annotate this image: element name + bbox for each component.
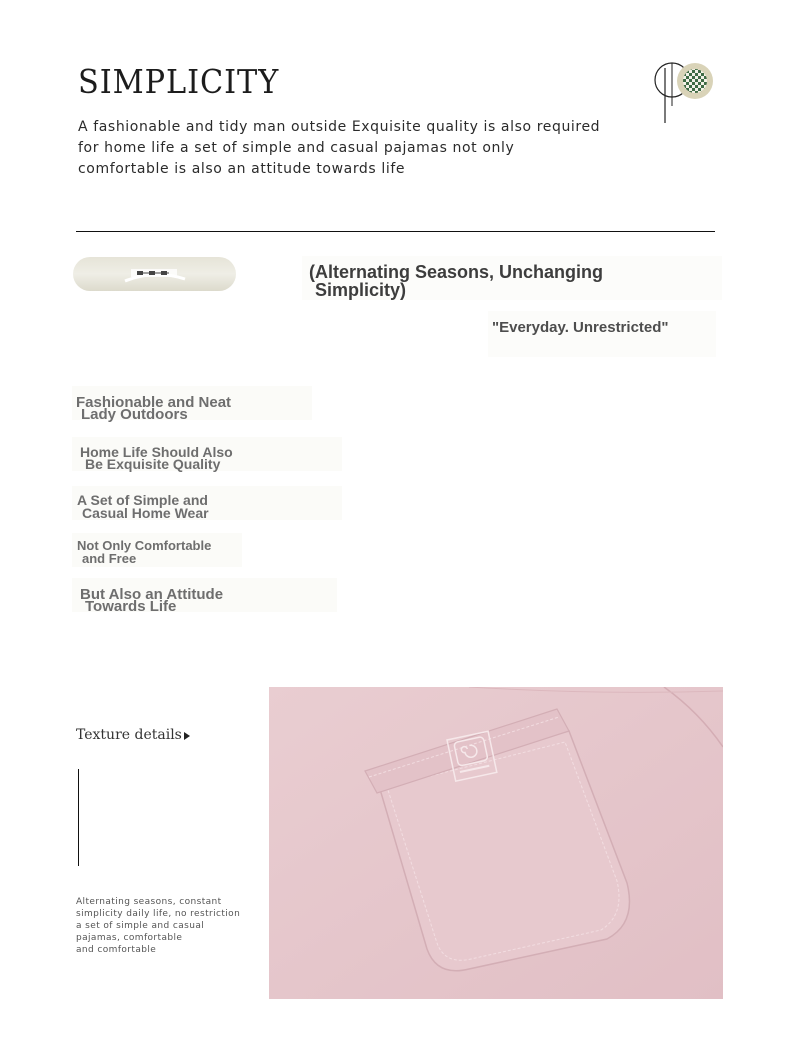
fabric-pocket-photo (269, 687, 723, 999)
caption-line: Alternating seasons, constant (76, 897, 222, 907)
feature-tag (80, 586, 224, 615)
feature-tag (77, 539, 211, 565)
tag-line: Casual Home Wear (82, 505, 209, 521)
intro-text (78, 117, 638, 180)
caption-line: pajamas, comfortable (76, 933, 183, 943)
intro-line: comfortable is also an attitude towards life (78, 161, 406, 177)
pocket-illustration (269, 687, 723, 999)
section-heading (309, 263, 709, 299)
page-title: SIMPLICITY (78, 62, 280, 101)
hanger-pill-image (73, 257, 236, 291)
tag-line: Fashionable and Neat (76, 394, 232, 411)
tag-line: But Also an Attitude (80, 586, 224, 603)
feature-tag (80, 446, 233, 470)
caption-line: simplicity daily life, no restriction (76, 909, 241, 919)
tagline-quote: "Everyday. Unrestricted" (492, 319, 669, 336)
tag-line: Not Only Comfortable (77, 538, 212, 553)
tag-line: and Free (82, 551, 137, 566)
feature-tag (77, 494, 209, 520)
tag-line: A Set of Simple and (77, 492, 208, 508)
hanger-checkered-circle-icon (650, 58, 720, 128)
tag-line: Lady Outdoors (81, 406, 188, 423)
caption-line: a set of simple and casual (76, 921, 205, 931)
intro-line: A fashionable and tidy man outside Exquisite quality is also required (78, 119, 601, 135)
texture-caption (76, 896, 240, 956)
hanger-icon (73, 257, 236, 291)
heading-line: (Alternating Seasons, Unchanging (309, 262, 604, 282)
tag-line: Home Life Should Also (80, 444, 233, 460)
tag-line: Towards Life (85, 598, 177, 615)
caption-line: and comfortable (76, 945, 157, 955)
tag-line: Be Exquisite Quality (85, 456, 221, 472)
divider (76, 231, 715, 232)
intro-line: for home life a set of simple and casual pajamas not only (78, 140, 515, 156)
vertical-divider (78, 769, 79, 866)
texture-details-label: Texture details (76, 727, 182, 743)
feature-tag (76, 394, 232, 423)
triangle-right-icon (184, 732, 190, 740)
heading-line: Simplicity) (315, 280, 407, 300)
